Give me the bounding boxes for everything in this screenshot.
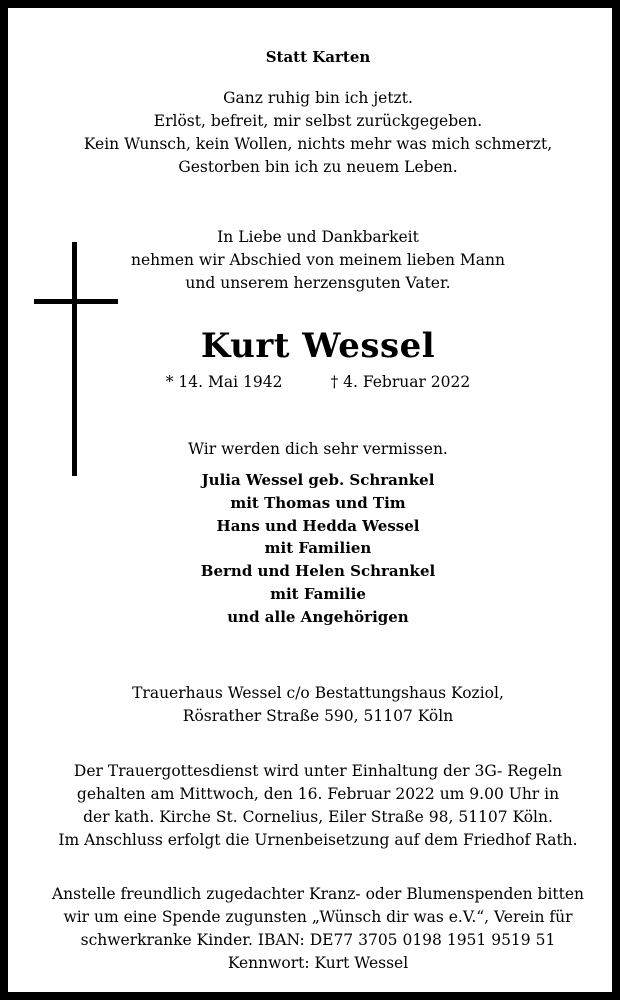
- mourner-line: Bernd und Helen Schrankel: [200, 562, 436, 581]
- funeral-service-info: [16, 760, 620, 852]
- death-date: † 4. Februar 2022: [330, 373, 471, 391]
- missing-text: Wir werden dich sehr vermissen.: [188, 440, 448, 458]
- poem: [16, 87, 620, 179]
- intro-line: In Liebe und Dankbarkeit: [217, 228, 419, 246]
- cross-icon: [34, 242, 118, 476]
- donation-line: Anstelle freundlich zugedachter Kranz- oder Blumenspenden bitten: [51, 885, 585, 903]
- header-title: Statt Karten: [265, 48, 371, 66]
- notice-header: [16, 46, 620, 68]
- service-line: Im Anschluss erfolgt die Urnenbeisetzung auf dem Friedhof Rath.: [58, 831, 578, 849]
- donation-line: Kennwort: Kurt Wessel: [227, 954, 409, 972]
- poem-line: Gestorben bin ich zu neuem Leben.: [178, 158, 458, 176]
- intro-line: und unserem herzensguten Vater.: [185, 274, 451, 292]
- mourner-line: Hans und Hedda Wessel: [216, 516, 420, 535]
- mourner-line: und alle Angehörigen: [227, 607, 409, 626]
- mourner-line: mit Familien: [264, 539, 372, 558]
- address-line: Rösrather Straße 590, 51107 Köln: [182, 707, 454, 725]
- mourner-line: mit Familie: [270, 584, 366, 603]
- cross-horizontal-bar: [34, 299, 118, 304]
- service-line: Der Trauergottesdienst wird unter Einhaltung der 3G- Regeln: [73, 762, 563, 780]
- mourner-line: mit Thomas und Tim: [230, 493, 406, 512]
- poem-line: Erlöst, befreit, mir selbst zurückgegeben.: [153, 112, 483, 130]
- donation-line: wir um eine Spende zugunsten „Wünsch dir was e.V.“, Verein für: [63, 908, 573, 926]
- donation-line: schwerkranke Kinder. IBAN: DE77 3705 0198 1951 9519 51: [80, 931, 556, 949]
- poem-line: Kein Wunsch, kein Wollen, nichts mehr was mich schmerzt,: [83, 135, 553, 153]
- mourners-list: [16, 469, 620, 629]
- mourner-line: Julia Wessel geb. Schrankel: [201, 471, 435, 489]
- intro-line: nehmen wir Abschied von meinem lieben Mann: [131, 251, 505, 269]
- mourning-house-address: [16, 682, 620, 728]
- deceased-name-text: Kurt Wessel: [200, 326, 436, 366]
- poem-line: Ganz ruhig bin ich jetzt.: [223, 89, 413, 107]
- donation-request: [16, 883, 620, 975]
- service-line: gehalten am Mittwoch, den 16. Februar 2022 um 9.00 Uhr in: [76, 785, 560, 803]
- address-line: Trauerhaus Wessel c/o Bestattungshaus Koziol,: [132, 684, 504, 702]
- birth-date: * 14. Mai 1942: [165, 373, 283, 391]
- cross-vertical-bar: [72, 242, 77, 476]
- service-line: der kath. Kirche St. Cornelius, Eiler Straße 98, 51107 Köln.: [83, 808, 553, 826]
